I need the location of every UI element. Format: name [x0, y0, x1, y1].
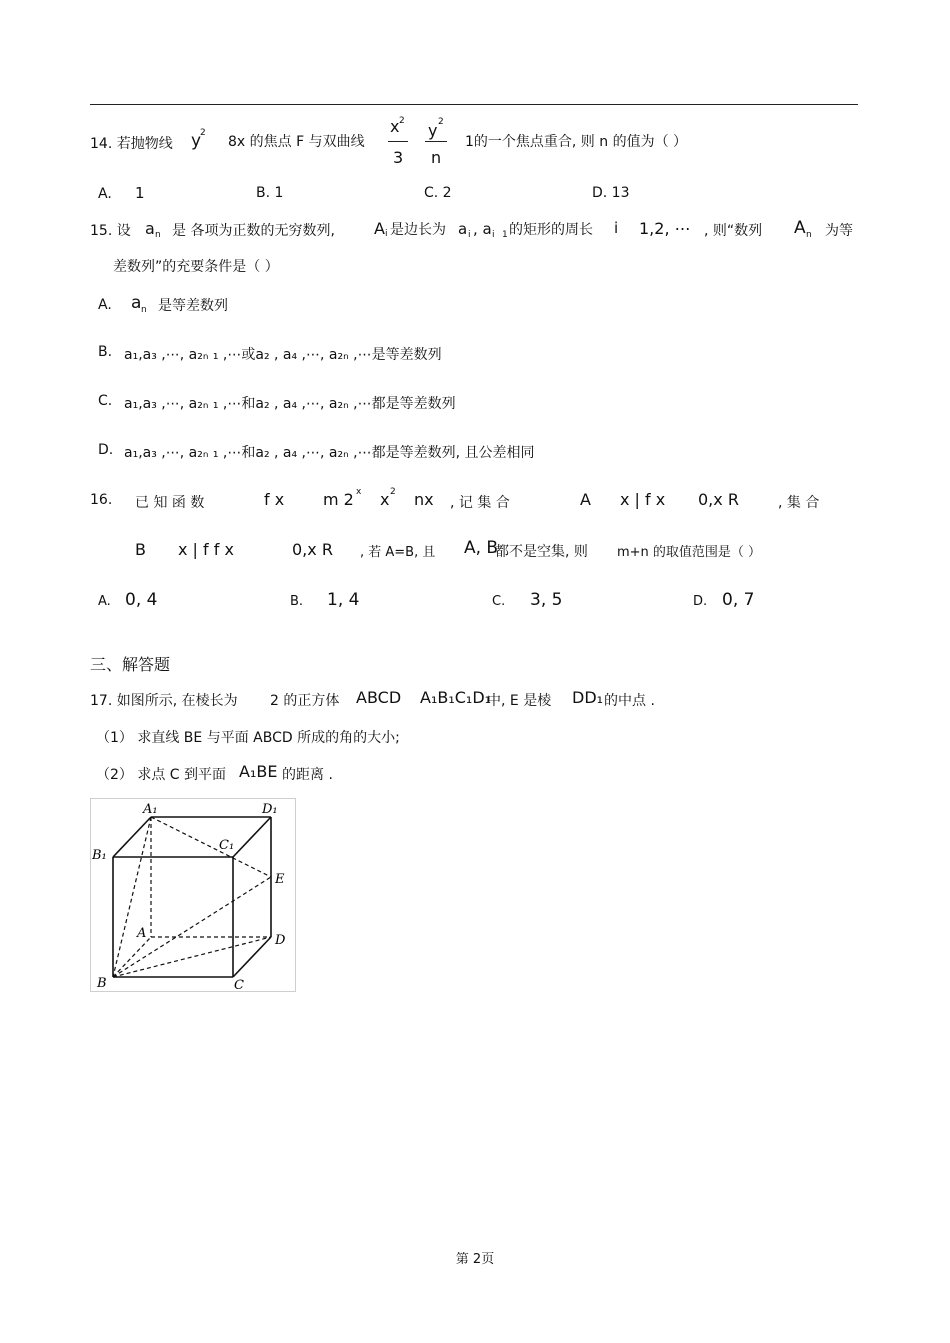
- q15-seq: 1,2, ⋯: [639, 219, 691, 238]
- q15-An: A: [794, 218, 806, 238]
- q15-an-sub: n: [155, 230, 161, 240]
- q17-prefix: 17. 如图所示, 在棱长为: [90, 693, 238, 709]
- q16-set1b: 0,x R: [698, 490, 739, 509]
- q15-ai2-sub: i: [492, 230, 495, 240]
- q16-option-d-label: D.: [693, 594, 708, 609]
- q16-A: A: [580, 490, 591, 509]
- q14-y-sup: 2: [200, 128, 206, 138]
- q16-word4: , 若 A=B, 且: [360, 545, 436, 560]
- q14-option-a-label: A.: [98, 186, 112, 202]
- q14-frac1-line: [388, 141, 408, 142]
- q16-option-a-value: 0, 4: [125, 590, 158, 610]
- q14-option-d: D. 13: [592, 185, 630, 201]
- q16-x2: x: [380, 490, 390, 509]
- q16-set2: x | f f x: [178, 540, 234, 559]
- line-a1-e: [151, 817, 271, 877]
- q15-Ai: A: [374, 219, 385, 238]
- q17-part2-c: 的距离 .: [282, 767, 333, 783]
- q17-part2-a: （2） 求点 C 到平面: [96, 767, 227, 783]
- q14-option-c: C. 2: [424, 185, 452, 201]
- q16-option-a-label: A.: [98, 594, 111, 609]
- q15-prefix: 15. 设: [90, 223, 131, 239]
- q16-word3: , 集 合: [778, 495, 820, 511]
- q15-option-a-text: 是等差数列: [158, 298, 228, 314]
- q15-option-b-label: B.: [98, 344, 113, 360]
- q15-An-sub: n: [806, 230, 812, 240]
- q17-part2-plane: A₁BE: [239, 762, 278, 781]
- q15-option-c-text: a₁,a₃ ,⋯, a₂ₙ ₁ ,⋯和a₂ , a₄ ,⋯, a₂ₙ ,⋯都是等差数列: [124, 396, 456, 412]
- q15-Ai-sub: i: [385, 229, 388, 239]
- q16-word6: m+n 的取值范围是（ ）: [617, 545, 762, 560]
- q14-frac1-num-sup: 2: [399, 116, 405, 126]
- q15-ai2-plus1: 1: [502, 230, 508, 240]
- q15-option-a-label: A.: [98, 297, 112, 313]
- q16-word5: 都不是空集, 则: [495, 544, 588, 560]
- edge-c-d: [233, 937, 271, 977]
- edge-b1-a1: [113, 817, 151, 857]
- q14-frac1-den: 3: [393, 148, 404, 167]
- q16-AB: A, B: [464, 538, 499, 558]
- label-b: B: [97, 976, 107, 991]
- q16-num: 16.: [90, 492, 113, 508]
- page-footer: 第 2页: [455, 1252, 495, 1267]
- section-heading: 三、解答题: [90, 655, 171, 674]
- q15-ai: a: [458, 220, 468, 238]
- q15-ai-sub: i: [468, 230, 471, 240]
- q16-word1: 已 知 函 数: [135, 495, 205, 511]
- q16-m2: m 2: [323, 490, 354, 509]
- q16-word2: , 记 集 合: [450, 495, 510, 511]
- q16-sup-2: 2: [390, 487, 396, 497]
- q17-text-mid: 中, E 是棱: [487, 693, 552, 709]
- q16-option-b-value: 1, 4: [327, 590, 360, 610]
- q16-option-c-value: 3, 5: [530, 590, 563, 610]
- q15-text3: 的矩形的周长: [509, 222, 593, 238]
- q15-text1: 是 各项为正数的无穷数列,: [172, 223, 335, 239]
- q16-nx: nx: [414, 490, 434, 509]
- q15-option-a-an: a: [131, 293, 142, 313]
- q14-frac2-line: [425, 141, 447, 142]
- q16-set1: x | f x: [620, 490, 666, 509]
- q17-a1b1c1d1: A₁B₁C₁D₁: [420, 688, 492, 707]
- label-e: E: [275, 872, 285, 887]
- label-d: D: [275, 933, 286, 948]
- q15-option-c-label: C.: [98, 393, 113, 409]
- label-c1: C₁: [219, 838, 235, 853]
- q15-line2: 差数列”的充要条件是（ ）: [113, 259, 279, 275]
- q14-option-b: B. 1: [256, 185, 284, 201]
- label-d1: D₁: [262, 802, 278, 817]
- q14-option-a-value: 1: [135, 184, 145, 202]
- cube-diagram: [91, 799, 295, 991]
- line-b-d: [113, 937, 271, 977]
- label-a: A: [137, 926, 147, 941]
- cube-figure: [90, 798, 296, 992]
- q17-dd1: DD₁: [572, 688, 604, 707]
- q14-eq: 8x 的焦点 F 与双曲线: [228, 134, 365, 150]
- q15-option-a-sub: n: [141, 305, 147, 315]
- q15-option-b-text: a₁,a₃ ,⋯, a₂ₙ ₁ ,⋯或a₂ , a₄ ,⋯, a₂ₙ ,⋯是等差数列: [124, 347, 442, 363]
- q14-frac2-num: y: [428, 121, 438, 140]
- q14-y: y: [191, 131, 202, 151]
- q16-option-c-label: C.: [492, 594, 506, 609]
- q14-frac2-den: n: [431, 148, 442, 167]
- label-b1: B₁: [92, 848, 107, 863]
- q17-abcd: ABCD: [356, 688, 402, 707]
- label-c: C: [234, 978, 244, 991]
- q14-tail: 1的一个焦点重合, 则 n 的值为（ ）: [465, 134, 688, 150]
- q16-sup-x: x: [356, 487, 362, 497]
- q14-frac2-num-sup: 2: [438, 117, 444, 127]
- header-rule: [90, 104, 858, 105]
- q16-f1: f x: [264, 490, 285, 509]
- q15-option-d-text: a₁,a₃ ,⋯, a₂ₙ ₁ ,⋯和a₂ , a₄ ,⋯, a₂ₙ ,⋯都是等差数列, 且公差相同: [124, 445, 535, 461]
- q16-B: B: [135, 540, 146, 559]
- q17-part1: （1） 求直线 BE 与平面 ABCD 所成的角的大小;: [96, 730, 400, 746]
- q17-text-end: 的中点 .: [604, 693, 655, 709]
- q15-option-d-label: D.: [98, 442, 114, 458]
- q15-text2: 是边长为: [390, 222, 446, 238]
- q16-option-b-label: B.: [290, 594, 304, 609]
- q15-i: i: [614, 219, 619, 237]
- q14-prefix: 14. 若抛物线: [90, 136, 173, 152]
- q15-text5: 为等: [825, 223, 853, 239]
- q14-frac1-num: x: [390, 117, 400, 136]
- line-a1-b: [113, 817, 151, 977]
- q15-an: a: [145, 219, 155, 238]
- label-a1: A₁: [143, 802, 158, 817]
- q16-option-d-value: 0, 7: [722, 590, 755, 610]
- q16-set2b: 0,x R: [292, 540, 333, 559]
- q17-two: 2 的正方体: [270, 693, 340, 709]
- q15-ai2: , a: [473, 220, 492, 238]
- edge-c1-d1: [233, 817, 271, 857]
- q15-text4: , 则“数列: [704, 223, 763, 239]
